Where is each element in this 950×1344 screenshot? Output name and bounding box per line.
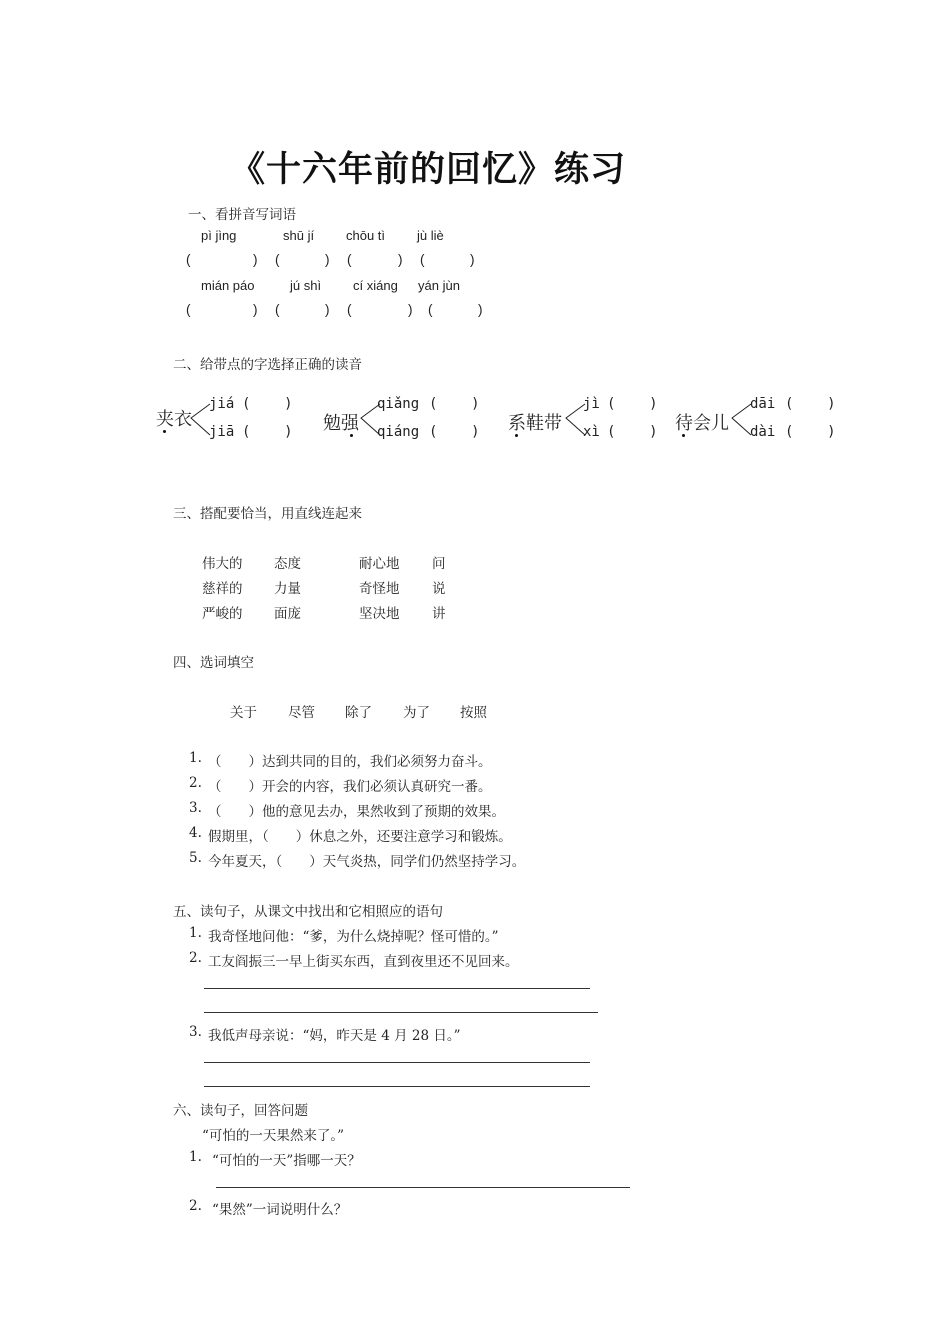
word-choice: 尽管 — [288, 705, 315, 721]
pronunciation-word: 夹衣 — [156, 409, 192, 430]
word-choice: 为了 — [403, 705, 430, 721]
answer-paren: ) — [478, 302, 483, 317]
emphasis-dot — [163, 430, 166, 433]
question-number: 1. — [189, 750, 202, 766]
quoted-sentence: “可怕的一天果然来了。” — [202, 1128, 345, 1144]
answer-paren[interactable]: ( — [186, 252, 191, 267]
answer-paren[interactable]: ( ) — [607, 424, 658, 440]
answer-paren[interactable]: ( — [275, 252, 280, 267]
match-word[interactable]: 慈祥的 — [202, 581, 243, 597]
answer-paren[interactable]: ( — [347, 252, 352, 267]
match-word[interactable]: 严峻的 — [202, 606, 243, 622]
question-number: 1. — [189, 925, 202, 941]
section-4-heading: 四、选词填空 — [173, 655, 254, 671]
match-word[interactable]: 奇怪地 — [359, 581, 400, 597]
fill-blank-sentence[interactable]: 假期里，（ ）休息之外，还要注意学习和锻炼。 — [208, 829, 512, 845]
answer-line[interactable] — [204, 1012, 598, 1013]
pinyin-option: dài — [750, 424, 776, 440]
question-sentence: 我低声母亲说：“妈，昨天是 4 月 28 日。” — [208, 1028, 461, 1044]
match-word[interactable]: 坚决地 — [359, 606, 400, 622]
fill-blank-sentence[interactable]: （ ）开会的内容，我们必须认真研究一番。 — [208, 779, 492, 795]
pinyin-option: qiáng — [377, 424, 420, 440]
question-number: 3. — [189, 1024, 202, 1040]
answer-paren: ) — [470, 252, 475, 267]
answer-line[interactable] — [204, 1062, 590, 1063]
fill-blank-sentence[interactable]: （ ）他的意见去办，果然收到了预期的效果。 — [208, 804, 505, 820]
pinyin: pì jìng — [201, 228, 237, 243]
word-choice: 按照 — [460, 705, 487, 721]
answer-paren[interactable]: ( ) — [429, 424, 480, 440]
answer-paren[interactable]: ( — [275, 302, 280, 317]
emphasis-dot — [515, 434, 518, 437]
section-5-heading: 五、读句子，从课文中找出和它相照应的语句 — [173, 904, 443, 920]
pinyin-option: qiǎng — [377, 396, 420, 412]
answer-paren[interactable]: ( ) — [242, 396, 293, 412]
pronunciation-word: 待会儿 — [675, 413, 729, 434]
emphasis-dot — [350, 434, 353, 437]
question-sentence: “可怕的一天”指哪一天？ — [212, 1153, 361, 1169]
answer-paren[interactable]: ( ) — [785, 396, 836, 412]
answer-paren: ) — [398, 252, 403, 267]
question-number: 5. — [189, 850, 202, 866]
section-1-heading: 一、看拼音写词语 — [188, 207, 296, 223]
question-number: 2. — [189, 1198, 202, 1214]
question-number: 2. — [189, 950, 202, 966]
section-6-heading: 六、读句子，回答问题 — [173, 1103, 308, 1119]
word-choice: 关于 — [230, 705, 257, 721]
match-word[interactable]: 耐心地 — [359, 556, 400, 572]
page-title: 《十六年前的回忆》练习 — [230, 150, 627, 190]
match-word[interactable]: 说 — [432, 581, 446, 597]
match-word[interactable]: 讲 — [432, 606, 446, 622]
answer-paren[interactable]: ( ) — [785, 424, 836, 440]
question-number: 3. — [189, 800, 202, 816]
answer-paren: ) — [325, 252, 330, 267]
pronunciation-word: 系鞋带 — [508, 413, 562, 434]
section-2-heading: 二、给带点的字选择正确的读音 — [173, 357, 362, 373]
answer-line[interactable] — [204, 988, 590, 989]
pinyin-option: jiá — [209, 396, 235, 412]
answer-paren: ) — [408, 302, 413, 317]
question-number: 4. — [189, 825, 202, 841]
answer-line[interactable] — [216, 1187, 630, 1188]
pinyin: mián páo — [201, 278, 255, 293]
match-word[interactable]: 力量 — [274, 581, 301, 597]
question-sentence: “果然”一词说明什么？ — [212, 1202, 348, 1218]
question-sentence: 我奇怪地问他：“爹，为什么烧掉呢？怪可惜的。” — [208, 929, 499, 945]
answer-paren[interactable]: ( — [347, 302, 352, 317]
question-sentence: 工友阎振三一早上街买东西，直到夜里还不见回来。 — [208, 954, 519, 970]
answer-paren[interactable]: ( — [428, 302, 433, 317]
answer-paren[interactable]: ( ) — [429, 396, 480, 412]
answer-paren: ) — [253, 252, 258, 267]
word-choice: 除了 — [345, 705, 372, 721]
pinyin-option: xì — [583, 424, 600, 440]
answer-paren[interactable]: ( — [420, 252, 425, 267]
answer-paren: ) — [253, 302, 258, 317]
pinyin: chōu tì — [346, 228, 386, 243]
match-word[interactable]: 问 — [432, 556, 446, 572]
question-number: 1. — [189, 1149, 202, 1165]
pinyin-option: jì — [583, 396, 600, 412]
pinyin: jú shì — [290, 278, 322, 293]
answer-paren: ) — [325, 302, 330, 317]
section-3-heading: 三、搭配要恰当，用直线连起来 — [173, 506, 362, 522]
pinyin: shū jí — [283, 228, 315, 243]
fill-blank-sentence[interactable]: （ ）达到共同的目的，我们必须努力奋斗。 — [208, 754, 492, 770]
pinyin: jù liè — [417, 228, 444, 243]
pinyin-option: dāi — [750, 396, 776, 412]
match-word[interactable]: 态度 — [274, 556, 301, 572]
question-number: 2. — [189, 775, 202, 791]
pinyin: cí xiáng — [353, 278, 398, 293]
pinyin-option: jiā — [209, 424, 235, 440]
emphasis-dot — [682, 434, 685, 437]
answer-paren[interactable]: ( ) — [242, 424, 293, 440]
match-word[interactable]: 伟大的 — [202, 556, 243, 572]
fill-blank-sentence[interactable]: 今年夏天，（ ）天气炎热，同学们仍然坚持学习。 — [208, 854, 526, 870]
match-word[interactable]: 面庞 — [274, 606, 301, 622]
pronunciation-word: 勉强 — [323, 413, 359, 434]
answer-line[interactable] — [204, 1086, 590, 1087]
answer-paren[interactable]: ( — [186, 302, 191, 317]
pinyin: yán jùn — [418, 278, 460, 293]
answer-paren[interactable]: ( ) — [607, 396, 658, 412]
